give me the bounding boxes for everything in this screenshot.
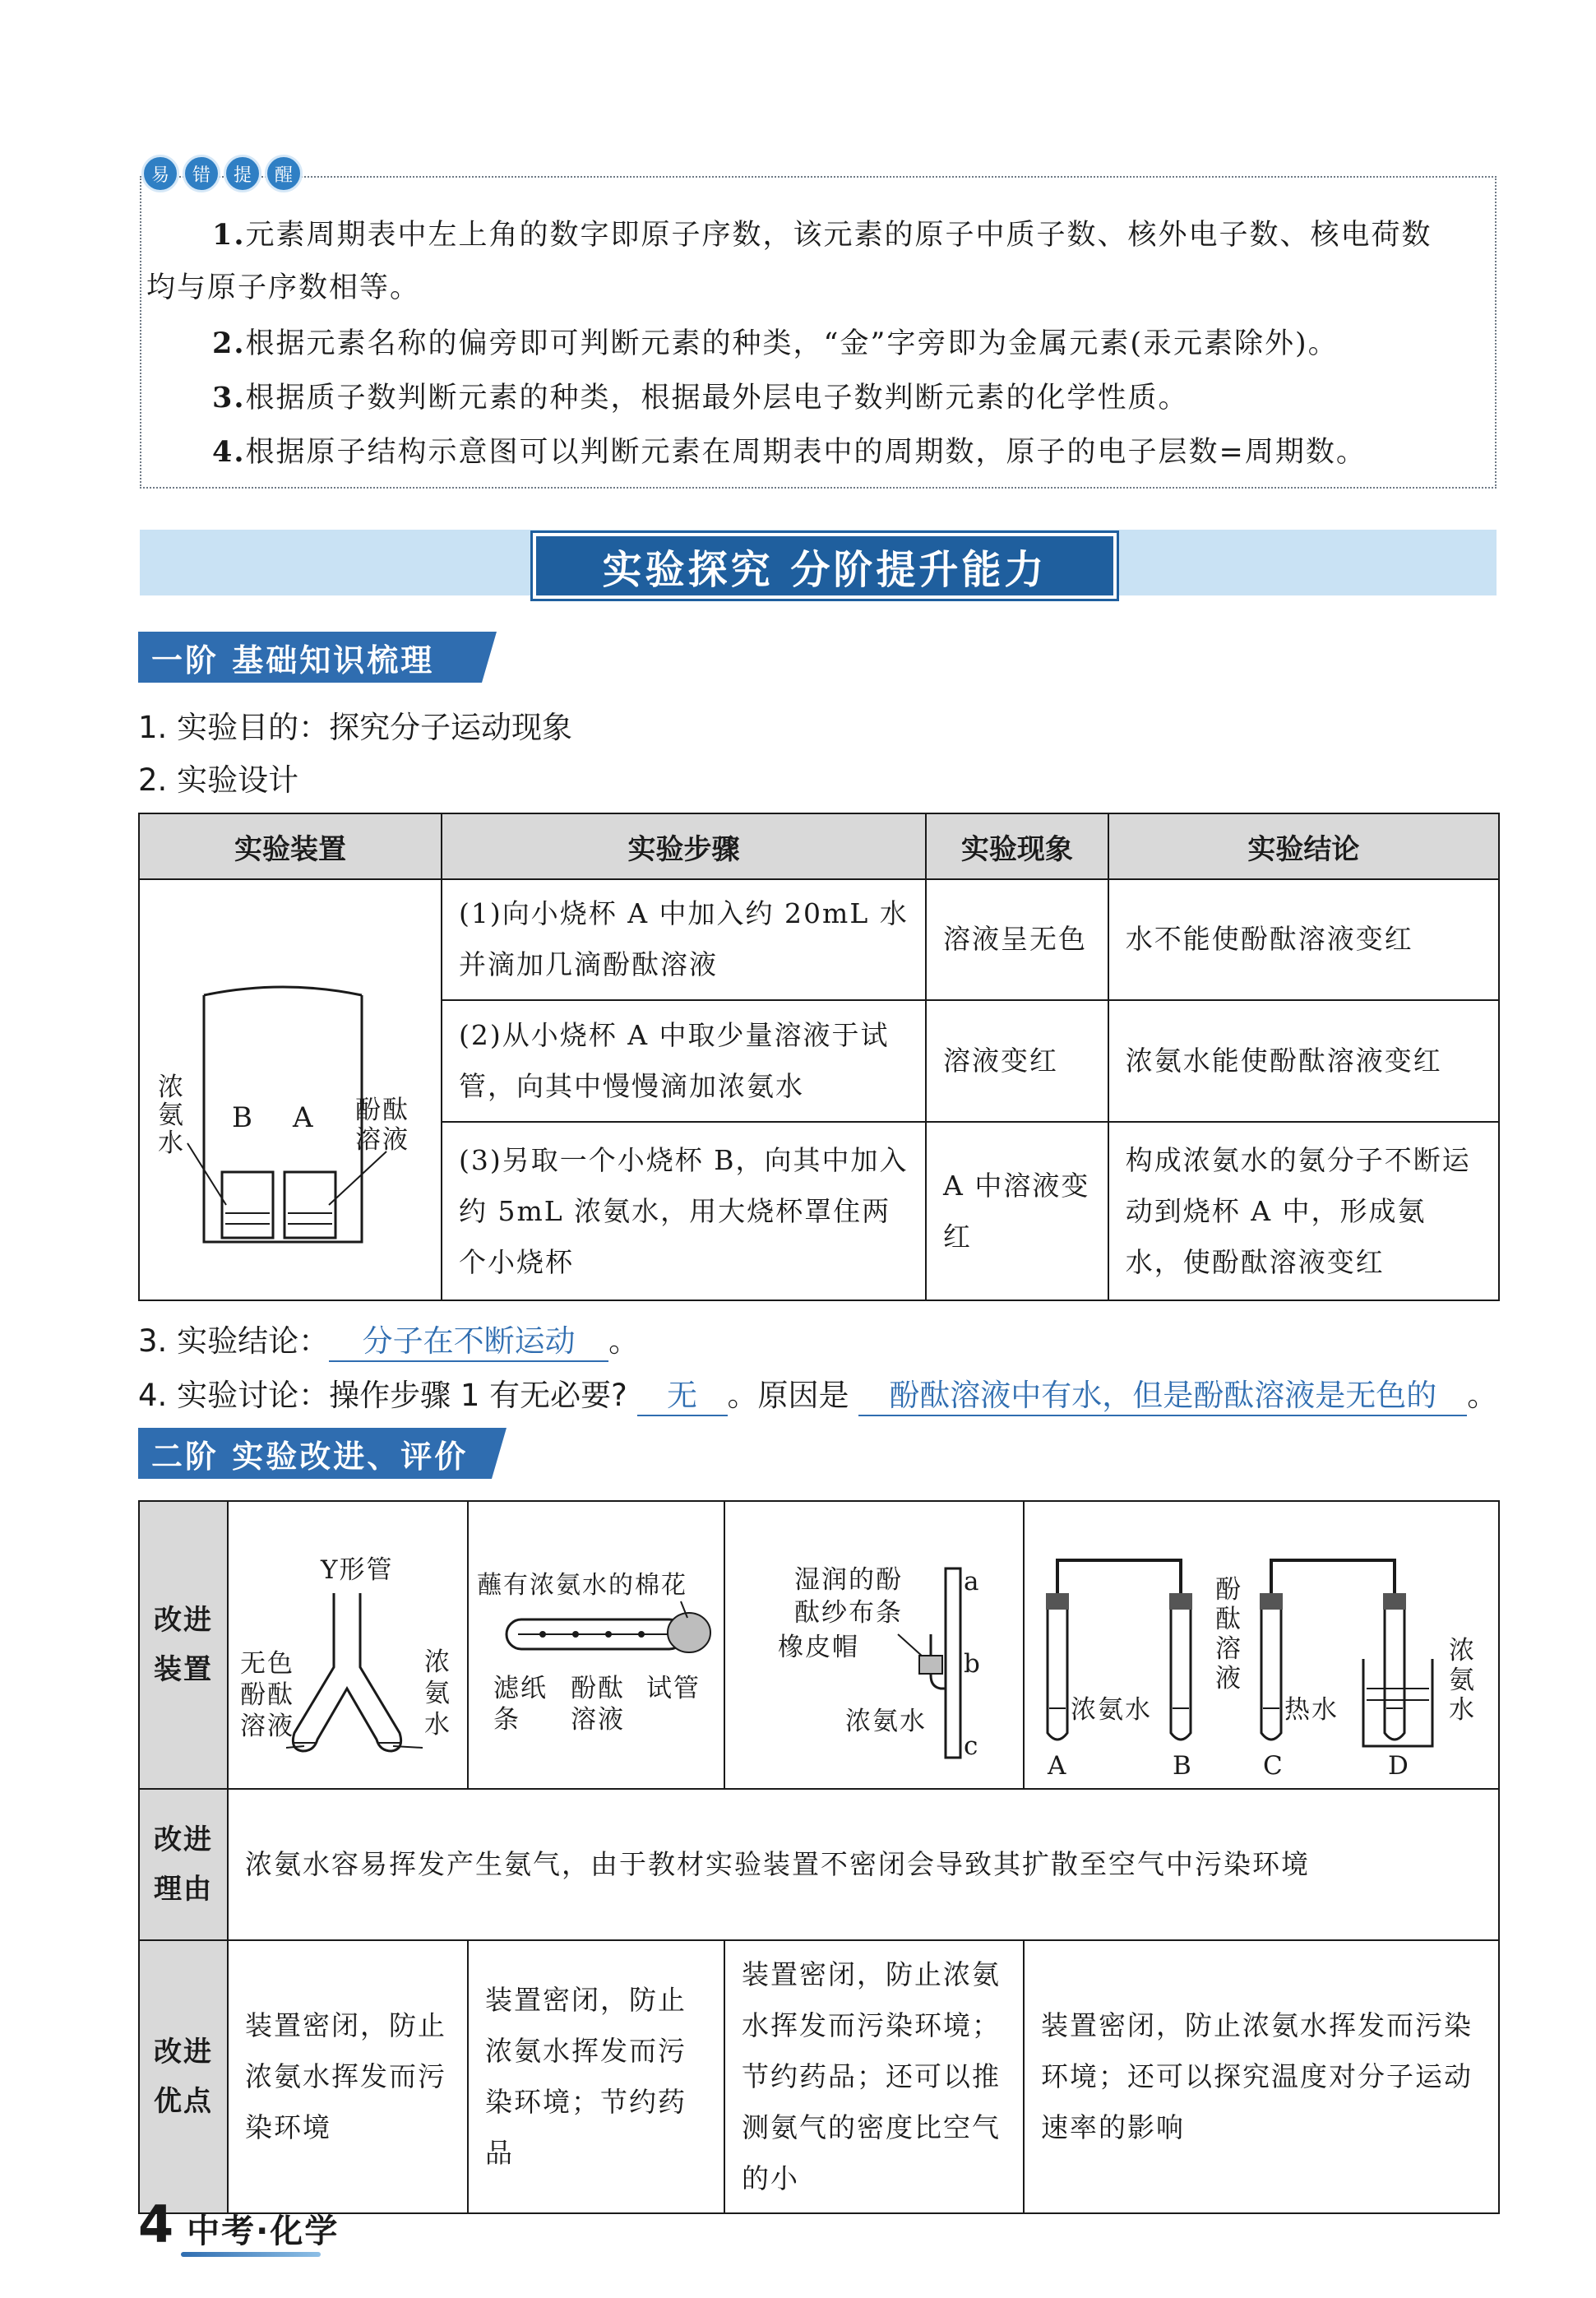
tube-letter: A <box>1048 1751 1068 1781</box>
y-tube-right-label: 水 <box>424 1710 451 1740</box>
tube-cell <box>468 1501 724 1789</box>
gauze-label: 湿润的酚 <box>794 1565 903 1595</box>
advantage-cell: 装置密闭，防止浓氨水挥发而污染环境；节约药品 <box>468 1940 724 2213</box>
label-phenolphthalein: 溶液 <box>355 1125 409 1155</box>
abcd-mid-label: 酞 <box>1215 1605 1242 1634</box>
step-cell: (3)另取一个小烧杯 B，向其中加入约 5mL 浓氨水，用大烧杯罩住两个小烧杯 <box>442 1122 926 1300</box>
row-header-reason: 改进 理由 <box>139 1789 228 1940</box>
beaker-apparatus-figure <box>140 880 439 1300</box>
stage2-header: 二阶 实验改进、评价 <box>138 1428 492 1479</box>
page-number: 4 <box>138 2194 174 2254</box>
abcd-left-label: 浓氨水 <box>1071 1695 1152 1725</box>
tip-badge-char: 提 <box>224 155 261 192</box>
table-header: 实验结论 <box>1108 813 1499 879</box>
label-beaker-b: B <box>232 1101 254 1134</box>
abcd-right-label: 浓 <box>1449 1636 1476 1666</box>
book-title: 中考·化学 <box>187 2212 340 2250</box>
advantage-cell: 装置密闭，防止浓氨水挥发而污染环境 <box>228 1940 468 2213</box>
abcd-mid-label: 液 <box>1215 1664 1242 1693</box>
conclusion-cell: 浓氨水能使酚酞溶液变红 <box>1108 1000 1499 1123</box>
tube-label: 条 <box>493 1705 520 1735</box>
mark-b: b <box>964 1649 982 1679</box>
experiment-discussion: 4. 实验讨论：操作步骤 1 有无必要? 无 。原因是 酚酞溶液中有水，但是酚酞溶液是无色的 。 <box>138 1370 1497 1416</box>
footer-underline <box>181 2252 321 2257</box>
abcd-cell <box>1024 1501 1499 1789</box>
conclusion-answer: 分子在不断运动 <box>329 1316 608 1362</box>
table-header: 实验步骤 <box>442 813 926 879</box>
abcd-right-label: 水 <box>1449 1695 1476 1725</box>
label-ammonia: 浓 <box>158 1073 185 1102</box>
page-footer <box>138 2194 339 2254</box>
row-header-apparatus: 改进 装置 <box>139 1501 228 1789</box>
abcd-hot-label: 热水 <box>1284 1695 1339 1725</box>
improvement-reason: 浓氨水容易挥发产生氨气，由于教材实验装置不密闭会导致其扩散至空气中污染环境 <box>228 1789 1499 1940</box>
tip-badge-char: 错 <box>183 155 220 192</box>
test-tubes-figure <box>1025 1503 1498 1787</box>
tip-badge-char: 易 <box>141 155 179 192</box>
conclusion-cell: 构成浓氨水的氨分子不断运动到烧杯 A 中，形成氨水，使酚酞溶液变红 <box>1108 1122 1499 1300</box>
step-cell: (2)从小烧杯 A 中取少量溶液于试管，向其中慢慢滴加浓氨水 <box>442 1000 926 1123</box>
mark-c: c <box>964 1731 980 1761</box>
stage1-header: 一阶 基础知识梳理 <box>138 632 482 683</box>
tip-badge <box>141 155 303 192</box>
tube-letter: B <box>1173 1751 1193 1781</box>
tube-title: 蘸有浓氨水的棉花 <box>477 1571 687 1600</box>
experiment-conclusion: 3. 实验结论： 分子在不断运动 。 <box>138 1316 639 1362</box>
reason-answer: 酚酞溶液中有水，但是酚酞溶液是无色的 <box>858 1370 1467 1416</box>
tip-item-4: 4.根据原子结构示意图可以判断元素在周期表中的周期数，原子的电子层数=周期数。 <box>212 435 1367 469</box>
phenomenon-cell: 溶液呈无色 <box>926 879 1108 1000</box>
y-tube-figure <box>229 1503 467 1787</box>
improvement-table <box>138 1500 1500 2214</box>
tube-label: 试管 <box>646 1674 701 1703</box>
y-tube-right-label: 氨 <box>424 1679 451 1708</box>
tube-letter: D <box>1388 1751 1410 1781</box>
y-tube-right-label: 浓 <box>424 1647 451 1677</box>
y-tube-left-label: 酚酞 <box>240 1680 294 1710</box>
abcd-mid-label: 溶 <box>1215 1634 1242 1664</box>
advantage-cell: 装置密闭，防止浓氨水挥发而污染环境；节约药品；还可以推测氨气的密度比空气的小 <box>724 1940 1024 2213</box>
label-beaker-a: A <box>293 1101 315 1134</box>
tube-label: 酚酞 <box>571 1674 625 1703</box>
discussion-answer: 无 <box>637 1370 728 1416</box>
table-header: 实验装置 <box>139 813 442 879</box>
advantage-cell: 装置密闭，防止浓氨水挥发而污染环境；还可以探究温度对分子运动速率的影响 <box>1024 1940 1499 2213</box>
label-ammonia: 氨 <box>158 1100 185 1130</box>
tip-item-2: 2.根据元素名称的偏旁即可判断元素的种类，“金”字旁即为金属元素(汞元素除外)。 <box>212 327 1339 360</box>
tip-item-1: 1.元素周期表中左上角的数字即原子序数，该元素的原子中质子数、核外电子数、核电荷数 <box>212 218 1432 252</box>
label-phenolphthalein: 酚酞 <box>355 1096 409 1125</box>
gauze-label: 酞纱布条 <box>794 1598 903 1628</box>
phenomenon-cell: 溶液变红 <box>926 1000 1108 1123</box>
tube-letter: C <box>1263 1751 1284 1781</box>
experiment-purpose: 1. 实验目的：探究分子运动现象 <box>138 710 573 745</box>
abcd-mid-label: 酚 <box>1215 1575 1242 1605</box>
phenomenon-cell: A 中溶液变红 <box>926 1122 1108 1300</box>
row-header-advantage: 改进 优点 <box>139 1940 228 2213</box>
y-tube-left-label: 无色 <box>240 1649 294 1679</box>
gauze-label: 橡皮帽 <box>778 1633 859 1662</box>
tip-item-1-cont: 均与原子序数相等。 <box>146 271 421 304</box>
tip-item-3: 3.根据质子数判断元素的种类，根据最外层电子数判断元素的化学性质。 <box>212 381 1189 415</box>
gauze-label: 浓氨水 <box>845 1707 927 1736</box>
table-header: 实验现象 <box>926 813 1108 879</box>
step-cell: (1)向小烧杯 A 中加入约 20mL 水并滴加几滴酚酞溶液 <box>442 879 926 1000</box>
tube-label: 溶液 <box>571 1705 625 1735</box>
gauze-cell <box>724 1501 1024 1789</box>
section-title: 实验探究 分阶提升能力 <box>533 533 1117 599</box>
label-ammonia: 水 <box>158 1128 185 1158</box>
tube-label: 滤纸 <box>493 1674 548 1703</box>
y-tube-title: Y形管 <box>321 1555 394 1585</box>
mark-a: a <box>964 1567 981 1596</box>
gauze-figure <box>725 1503 1023 1787</box>
y-tube-cell <box>228 1501 468 1789</box>
apparatus-cell <box>139 879 442 1300</box>
experiment-design: 2. 实验设计 <box>138 762 299 798</box>
horizontal-tube-figure <box>469 1503 724 1787</box>
abcd-right-label: 氨 <box>1449 1666 1476 1695</box>
conclusion-cell: 水不能使酚酞溶液变红 <box>1108 879 1499 1000</box>
y-tube-left-label: 溶液 <box>240 1712 294 1741</box>
tip-badge-char: 醒 <box>265 155 303 192</box>
experiment-design-table <box>138 813 1500 1301</box>
